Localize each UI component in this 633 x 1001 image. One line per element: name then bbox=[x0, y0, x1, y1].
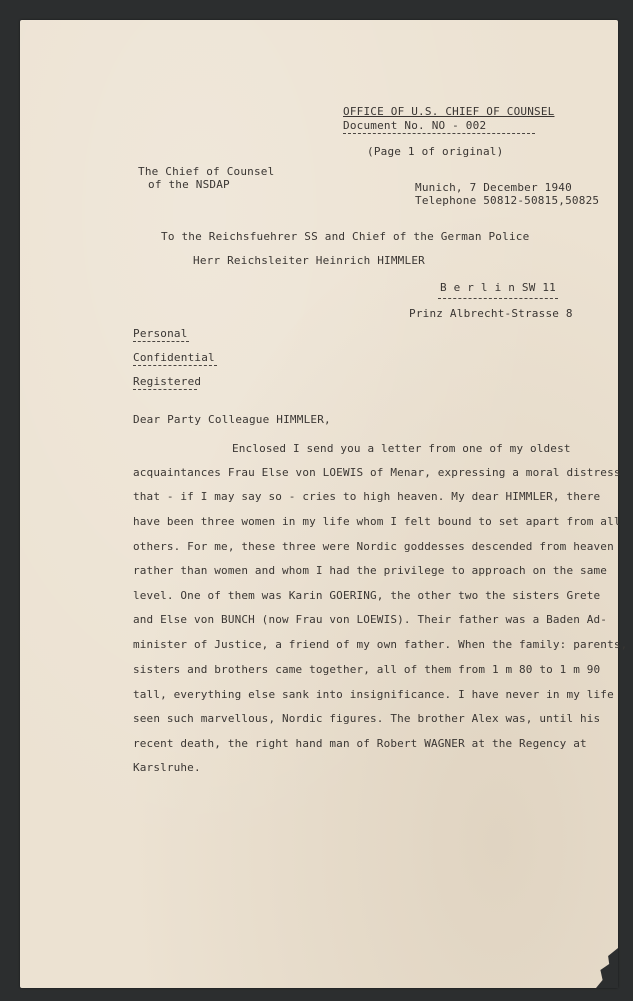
sender-line-1: The Chief of Counsel bbox=[138, 165, 275, 178]
body-line: Enclosed I send you a letter from one of my oldest bbox=[232, 442, 571, 455]
header-rule bbox=[343, 133, 535, 134]
body-line: recent death, the right hand man of Robert WAGNER at the Regency at bbox=[133, 737, 587, 750]
document-number: Document No. NO - 002 bbox=[343, 119, 487, 132]
office-heading: OFFICE OF U.S. CHIEF OF COUNSEL bbox=[343, 105, 555, 118]
mark-confidential: Confidential bbox=[133, 351, 215, 364]
recipient-line-2: Herr Reichsleiter Heinrich HIMMLER bbox=[193, 254, 425, 267]
body-line: minister of Justice, a friend of my own father. When the family: parents, bbox=[133, 638, 628, 651]
body-line: sisters and brothers came together, all of them from 1 m 80 to 1 m 90 bbox=[133, 663, 601, 676]
recipient-street: Prinz Albrecht-Strasse 8 bbox=[409, 307, 573, 320]
sender-line-2: of the NSDAP bbox=[148, 178, 230, 191]
recipient-line-1: To the Reichsfuehrer SS and Chief of the German Police bbox=[161, 230, 530, 243]
body-line: acquaintances Frau Else von LOEWIS of Menar, expressing a moral distress bbox=[133, 466, 621, 479]
document-page bbox=[20, 20, 618, 988]
salutation: Dear Party Colleague HIMMLER, bbox=[133, 413, 331, 426]
mark-personal-rule bbox=[133, 341, 189, 342]
recipient-city: B e r l i n SW 11 bbox=[440, 281, 556, 294]
body-line: others. For me, these three were Nordic goddesses descended from heaven bbox=[133, 540, 614, 553]
page-indicator: (Page 1 of original) bbox=[367, 145, 504, 158]
torn-corner bbox=[596, 948, 618, 988]
body-line: rather than women and whom I had the privilege to approach on the same bbox=[133, 564, 608, 577]
body-line: seen such marvellous, Nordic figures. The brother Alex was, until his bbox=[133, 712, 601, 725]
body-line: tall, everything else sank into insignificance. I have never in my life bbox=[133, 688, 614, 701]
mark-confidential-rule bbox=[133, 365, 217, 366]
body-line: Karslruhe. bbox=[133, 761, 201, 774]
telephone: Telephone 50812-50815,50825 bbox=[415, 194, 600, 207]
mark-registered-rule bbox=[133, 389, 197, 390]
body-line: that - if I may say so - cries to high heaven. My dear HIMMLER, there bbox=[133, 490, 601, 503]
city-rule bbox=[438, 298, 558, 299]
mark-personal: Personal bbox=[133, 327, 188, 340]
place-date: Munich, 7 December 1940 bbox=[415, 181, 572, 194]
body-line: have been three women in my life whom I felt bound to set apart from all bbox=[133, 515, 621, 528]
mark-registered: Registered bbox=[133, 375, 202, 388]
body-line: level. One of them was Karin GOERING, the other two the sisters Grete bbox=[133, 589, 601, 602]
body-line: and Else von BUNCH (now Frau von LOEWIS). Their father was a Baden Ad- bbox=[133, 613, 608, 626]
